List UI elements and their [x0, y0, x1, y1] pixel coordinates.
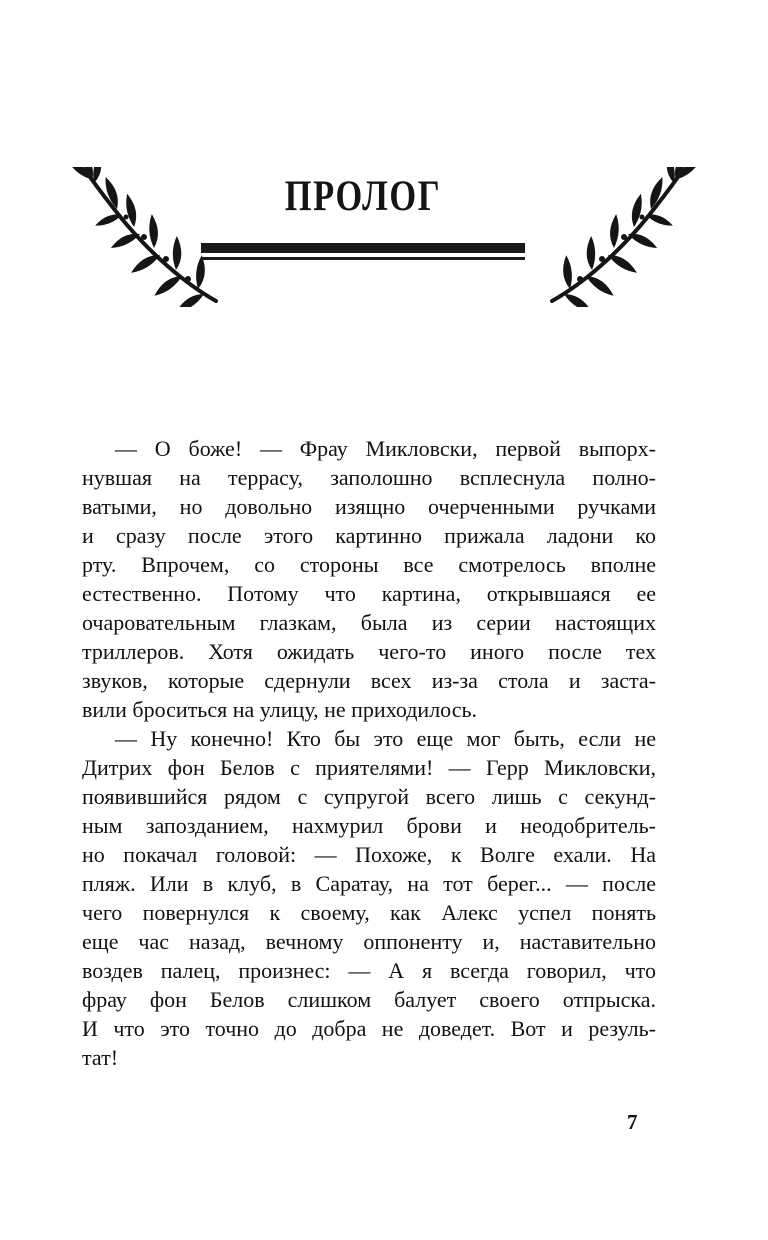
header-rule	[201, 243, 525, 260]
header-rule-thin	[201, 257, 525, 260]
chapter-header	[0, 0, 768, 320]
text-line: но покачал головой: — Похоже, к Волге ехали. На	[82, 842, 656, 867]
text-line: еще час назад, вечному оппоненту и, наставительно	[82, 929, 656, 954]
text-line: нувшая на террасу, заполошно всплеснула полно-	[82, 465, 656, 490]
text-line: фрау фон Белов слишком балует своего отпрыска.	[82, 987, 656, 1012]
paragraph	[82, 724, 656, 1072]
text-line: ватыми, но довольно изящно очерченными ручками	[82, 494, 656, 519]
paragraph	[82, 434, 656, 724]
laurel-branch-left-icon	[72, 167, 222, 307]
text-line: и сразу после этого картинно прижала ладони ко	[82, 523, 656, 548]
text-line: И что это точно до добра не доведет. Вот и резуль-	[82, 1016, 656, 1041]
laurel-branch-right-icon	[546, 167, 696, 307]
page-number: 7	[627, 1110, 638, 1134]
text-line: ным запозданием, нахмурил брови и неодобритель-	[82, 813, 656, 838]
chapter-title: ПРОЛОГ	[284, 173, 442, 220]
text-line: — О боже! — Фрау Микловски, первой выпорх-	[115, 436, 656, 461]
text-line: появившийся рядом с супругой всего лишь с секунд-	[82, 784, 656, 809]
text-line: — Ну конечно! Кто бы это еще мог быть, если не	[115, 726, 656, 751]
text-line: Дитрих фон Белов с приятелями! — Герр Микловски,	[82, 755, 656, 780]
text-line: рту. Впрочем, со стороны все смотрелось вполне	[82, 552, 656, 577]
text-line: тат!	[82, 1045, 119, 1070]
text-line: воздев палец, произнес: — А я всегда говорил, что	[82, 958, 656, 983]
text-line: очаровательным глазкам, была из серии настоящих	[82, 610, 656, 635]
text-line: чего повернулся к своему, как Алекс успел понять	[82, 900, 656, 925]
header-rule-thick	[201, 243, 525, 253]
text-line: звуков, которые сдернули всех из-за стола и заста-	[82, 668, 656, 693]
body-text	[82, 434, 656, 1072]
text-line: естественно. Потому что картина, открывшаяся ее	[82, 581, 656, 606]
text-line: триллеров. Хотя ожидать чего-то иного после тех	[82, 639, 656, 664]
text-line: пляж. Или в клуб, в Саратау, на тот берег... — после	[82, 871, 656, 896]
text-line: вили броситься на улицу, не приходилось.	[82, 697, 478, 722]
